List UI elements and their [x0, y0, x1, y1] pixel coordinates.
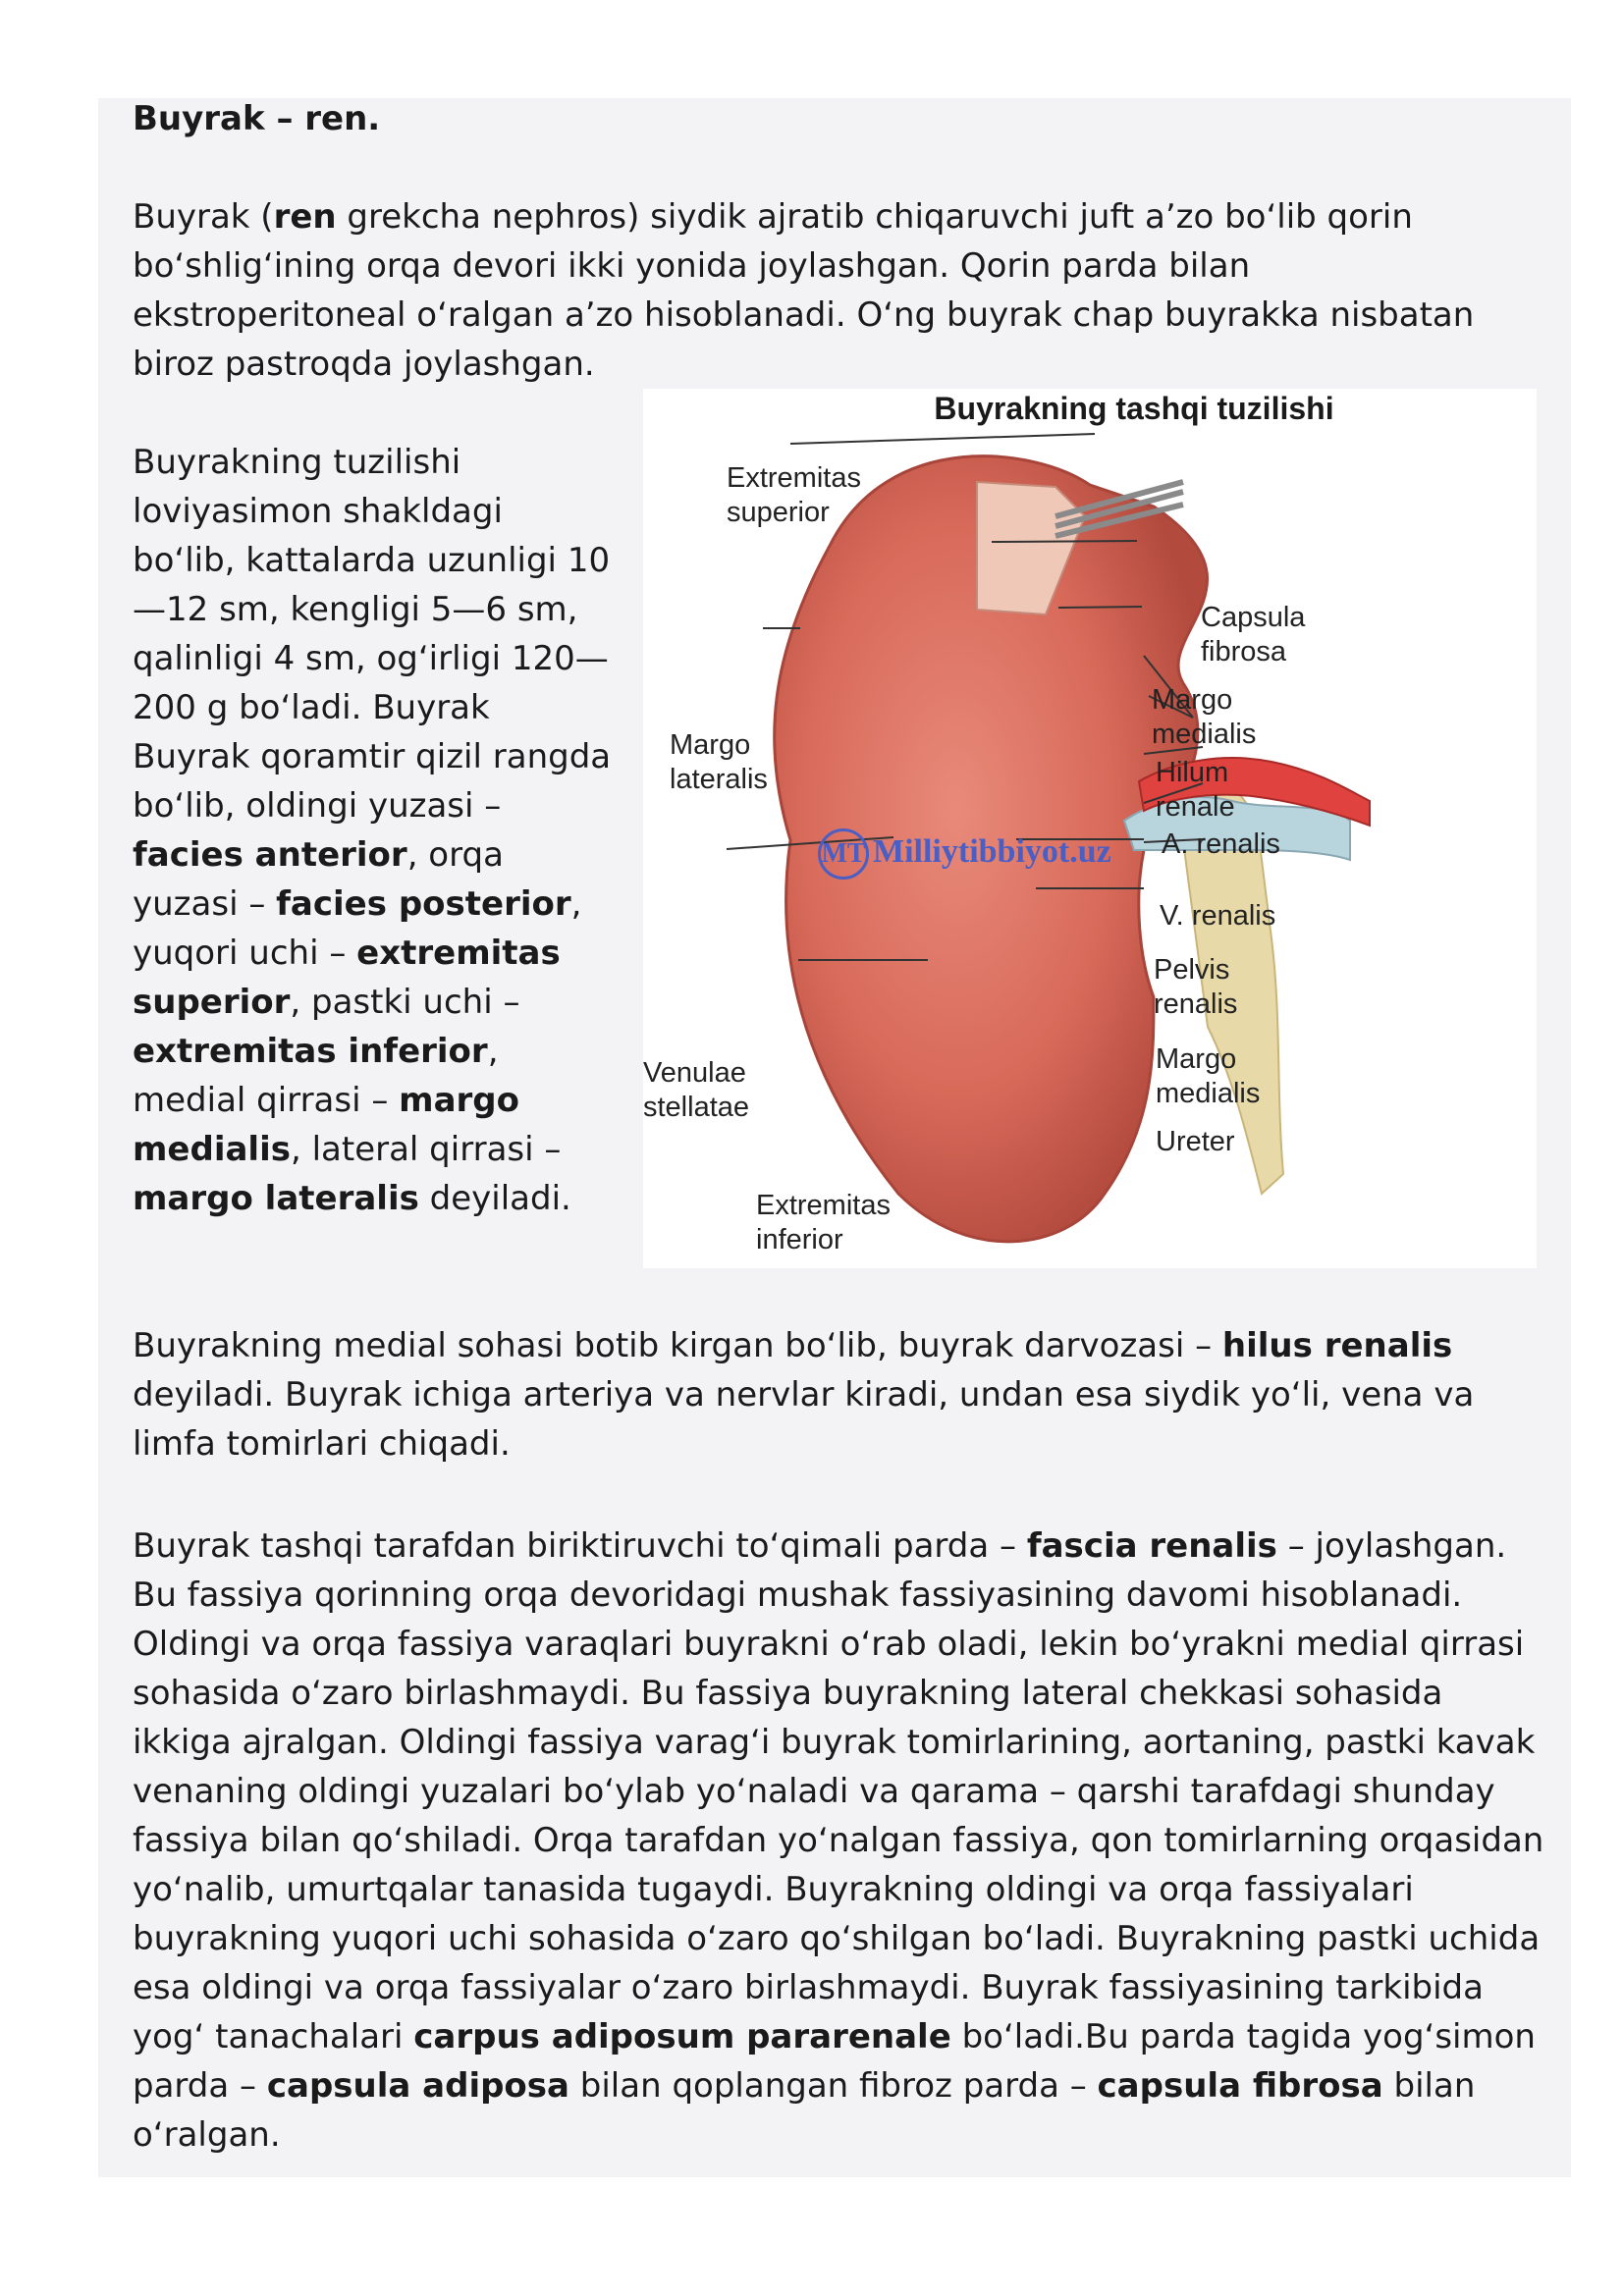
label-venulae-stellatae: Venulae stellatae [643, 1057, 750, 1123]
label-a-renalis: A. renalis [1162, 828, 1280, 860]
paragraph-hilus: Buyrakning medial sohasi botib kirgan bo‘lib, buyrak darvozasi – hilus renalis deyiladi. Buyrak ichiga arteriya va nervlar kiradi, undan esa siydik yo‘li, vena va limfa tomirlari chiqadi. [133, 1326, 1475, 1464]
label-extremitas-inferior: Extremitas inferior [756, 1190, 891, 1255]
label-margo-medialis-lower: Margo medialis [1156, 1043, 1261, 1109]
label-ureter: Ureter [1156, 1126, 1235, 1157]
paragraph-fascia: Buyrak tashqi tarafdan biriktiruvchi to‘qimali parda – fascia renalis – joylashgan. Bu fassiya qorinning orqa devoridagi mushak fassiyasining davomi hisoblanadi. Oldingi va orqa fassiya varaqlari buyrakni o‘rab oladi, lekin bo‘yrakni medial qirrasi sohasida o‘zaro birlashmaydi. Bu fassiya buyrakning lateral chekkasi sohasida ikkiga ajralgan. Oldingi fassiya varag‘i buyrak tomirlarining, aortaning, pastki kavak venaning oldingi yuzalari bo‘ylab yo‘naladi va qarama – qarshi tarafdagi shunday fassiya bilan qo‘shiladi. Orqa tarafdan yo‘nalgan fassiya, qon tomirlarning orqasidan yo‘nalib, umurtqalar tanasida tugaydi. Buyrakning oldingi va orqa fassiyalari buyrakning yuqori uchi sohasida o‘zaro qo‘shilgan bo‘ladi. Buyrakning pastki uchida esa oldingi va orqa fassiyalar o‘zaro birlashmaydi. Buyrak fassiyasining tarkibida yog‘ tanachalari carpus adiposum pararenale bo‘ladi.Bu parda tagida yog‘simon parda – capsula adiposa bilan qoplangan fibroz parda – capsula fibrosa bilan o‘ralgan. [133, 1526, 1544, 2155]
kidney-figure [643, 389, 1537, 1268]
label-v-renalis: V. renalis [1160, 900, 1276, 932]
label-capsula-fibrosa: Capsula fibrosa [1201, 602, 1306, 667]
watermark: MT Milliytibbiyot.uz [818, 828, 1111, 880]
label-extremitas-superior: Extremitas superior [727, 462, 861, 528]
paragraph-structure: Buyrakning tuzilishi loviyasimon shakldagi bo‘lib, kattalarda uzunligi 10—12 sm, kengligi 5—6 sm, qalinligi 4 sm, og‘irligi 120—200 g bo‘ladi. Buyrak Buyrak qoramtir qizil rangda bo‘lib, oldingi yuzasi – facies anterior, orqa yuzasi – facies posterior, yuqori uchi – extremitas superior, pastki uchi – extremitas inferior, medial qirrasi – margo medialis, lateral qirrasi – margo lateralis deyiladi. [133, 443, 612, 1218]
label-margo-lateralis: Margo lateralis [670, 729, 768, 795]
label-hilum-renale: Hilum renale [1156, 757, 1235, 823]
paragraph-intro: Buyrak (ren grekcha nephros) siydik ajratib chiqaruvchi juft a’zo bo‘lib qorin bo‘shlig‘ining orqa devori ikki yonida joylashgan. Qorin parda bilan ekstroperitoneal o‘ralgan a’zo hisoblanadi. O‘ng buyrak chap buyrakka nisbatan biroz pastroqda joylashgan. [133, 197, 1475, 384]
section-heading: Buyrak – ren. [133, 99, 381, 138]
label-pelvis-renalis: Pelvis renalis [1154, 954, 1238, 1020]
figure-title: Buyrakning tashqi tuzilishi [934, 391, 1334, 426]
label-margo-medialis-upper: Margo medialis [1152, 684, 1257, 750]
watermark-logo-icon: MT [818, 828, 869, 880]
